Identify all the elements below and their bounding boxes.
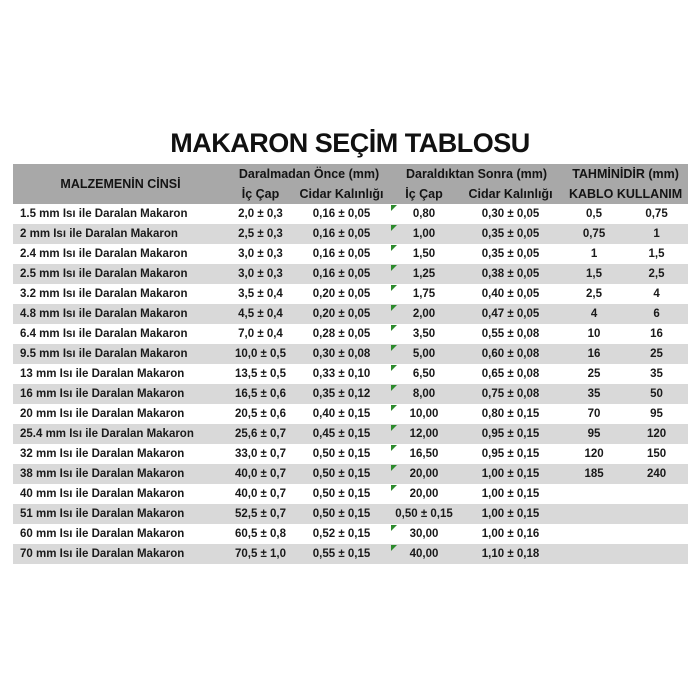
green-corner-flag-icon — [391, 465, 397, 471]
cell-inner-diameter-after — [390, 224, 458, 244]
cell-value: 0,50 ± 0,15 — [312, 448, 371, 460]
cell-cable-min — [563, 204, 625, 224]
table-row — [13, 524, 688, 544]
cell-value: 8,00 — [412, 388, 436, 400]
cell-value: 0,40 ± 0,05 — [481, 288, 540, 300]
cell-inner-diameter-before — [228, 524, 293, 544]
table-row — [13, 484, 688, 504]
cell-material — [13, 224, 228, 244]
cell-value: 16,50 — [409, 448, 439, 460]
cell-value: 4,5 ± 0,4 — [238, 308, 283, 320]
cell-value: 25 — [587, 368, 601, 380]
makaron-table — [13, 164, 688, 564]
cell-wall-thickness-before — [293, 484, 390, 504]
cell-inner-diameter-after — [390, 384, 458, 404]
cell-value: 6 — [653, 308, 660, 320]
cell-wall-thickness-before — [293, 444, 390, 464]
green-corner-flag-icon — [391, 245, 397, 251]
cell-value: 0,75 ± 0,08 — [481, 388, 540, 400]
cell-inner-diameter-after — [390, 424, 458, 444]
cell-wall-thickness-before — [293, 524, 390, 544]
cell-value: 0,75 — [645, 208, 668, 220]
cell-wall-thickness-before — [293, 384, 390, 404]
cell-cable-max — [625, 264, 688, 284]
cell-value: 2,5 — [648, 268, 665, 280]
cell-value: 70 — [587, 408, 601, 420]
cell-inner-diameter-after — [390, 304, 458, 324]
cell-value: 10,00 — [409, 408, 439, 420]
cell-cable-max — [625, 344, 688, 364]
cell-value: 1,00 — [412, 228, 436, 240]
cell-wall-thickness-after — [458, 504, 563, 524]
page-title: MAKARON SEÇİM TABLOSU — [170, 128, 530, 158]
cell-wall-thickness-before — [293, 424, 390, 444]
cell-cable-min — [563, 284, 625, 304]
table-row — [13, 324, 688, 344]
green-corner-flag-icon — [391, 385, 397, 391]
cell-cable-min — [563, 324, 625, 344]
cell-value: 0,50 ± 0,15 — [312, 508, 371, 520]
cell-value: 1,00 ± 0,15 — [481, 468, 540, 480]
cell-value: 0,60 ± 0,08 — [481, 348, 540, 360]
material-name: 16 mm Isı ile Daralan Makaron — [20, 388, 185, 400]
cell-material — [13, 204, 228, 224]
green-corner-flag-icon — [391, 345, 397, 351]
cell-inner-diameter-before — [228, 364, 293, 384]
cell-value: 0,16 ± 0,05 — [312, 228, 371, 240]
cell-cable-min — [563, 424, 625, 444]
cell-inner-diameter-after — [390, 364, 458, 384]
cell-cable-max — [625, 404, 688, 424]
cell-value: 1,10 ± 0,18 — [481, 548, 540, 560]
cell-cable-max — [625, 204, 688, 224]
cell-value: 0,75 — [582, 228, 606, 240]
cell-cable-max — [625, 504, 688, 524]
cell-value: 40,0 ± 0,7 — [234, 488, 287, 500]
cell-wall-thickness-after — [458, 404, 563, 424]
table-row — [13, 504, 688, 524]
cell-cable-min — [563, 344, 625, 364]
cell-value: 0,50 ± 0,15 — [312, 468, 371, 480]
cell-cable-min — [563, 524, 625, 544]
cell-cable-min — [563, 464, 625, 484]
material-name: 20 mm Isı ile Daralan Makaron — [20, 408, 185, 420]
cell-material — [13, 304, 228, 324]
cell-material — [13, 484, 228, 504]
cell-inner-diameter-after — [390, 204, 458, 224]
cell-value: 0,35 ± 0,05 — [481, 228, 540, 240]
header-wall-thickness-after: Cidar Kalınlığı — [458, 184, 563, 204]
cell-material — [13, 464, 228, 484]
cell-value: 1,5 — [648, 248, 665, 260]
cell-wall-thickness-after — [458, 284, 563, 304]
material-name: 2.4 mm Isı ile Daralan Makaron — [20, 248, 188, 260]
cell-material — [13, 544, 228, 564]
cell-cable-max — [625, 384, 688, 404]
cell-inner-diameter-after — [390, 524, 458, 544]
cell-value: 0,33 ± 0,10 — [312, 368, 371, 380]
cell-inner-diameter-before — [228, 344, 293, 364]
cell-material — [13, 524, 228, 544]
cell-cable-min — [563, 404, 625, 424]
cell-wall-thickness-after — [458, 524, 563, 544]
material-name: 51 mm Isı ile Daralan Makaron — [20, 508, 185, 520]
cell-value: 185 — [584, 468, 604, 480]
cell-value: 3,0 ± 0,3 — [238, 268, 283, 280]
cell-inner-diameter-before — [228, 244, 293, 264]
cell-material — [13, 244, 228, 264]
cell-value: 120 — [646, 428, 667, 440]
material-name: 38 mm Isı ile Daralan Makaron — [20, 468, 185, 480]
table-header — [13, 164, 688, 204]
table-body — [13, 204, 688, 564]
cell-value: 60,5 ± 0,8 — [234, 528, 287, 540]
header-material: MALZEMENİN CİNSİ — [13, 164, 228, 204]
cell-value: 40,00 — [409, 548, 439, 560]
header-inner-diameter-after: İç Çap — [390, 184, 458, 204]
cell-value: 1,5 — [586, 268, 603, 280]
cell-value: 20,5 ± 0,6 — [234, 408, 287, 420]
cell-cable-max — [625, 324, 688, 344]
material-name: 2 mm Isı ile Daralan Makaron — [20, 228, 178, 240]
cell-inner-diameter-after — [390, 344, 458, 364]
cell-cable-max — [625, 484, 688, 504]
header-group-before-shrink: Daralmadan Önce (mm) — [228, 164, 390, 184]
selection-table — [13, 164, 688, 564]
cell-inner-diameter-before — [228, 224, 293, 244]
cell-cable-max — [625, 304, 688, 324]
green-corner-flag-icon — [391, 205, 397, 211]
cell-material — [13, 324, 228, 344]
cell-value: 0,20 ± 0,05 — [312, 308, 371, 320]
cell-value: 0,16 ± 0,05 — [312, 208, 371, 220]
cell-inner-diameter-before — [228, 504, 293, 524]
cell-cable-max — [625, 364, 688, 384]
cell-value: 2,5 ± 0,3 — [238, 228, 283, 240]
table-row — [13, 204, 688, 224]
material-name: 32 mm Isı ile Daralan Makaron — [20, 448, 185, 460]
green-corner-flag-icon — [391, 545, 397, 551]
cell-value: 240 — [646, 468, 667, 480]
material-name: 70 mm Isı ile Daralan Makaron — [20, 548, 185, 560]
cell-material — [13, 264, 228, 284]
green-corner-flag-icon — [391, 265, 397, 271]
material-name: 3.2 mm Isı ile Daralan Makaron — [20, 288, 188, 300]
cell-value: 35 — [587, 388, 601, 400]
table-row — [13, 384, 688, 404]
cell-inner-diameter-before — [228, 444, 293, 464]
cell-value: 1,00 ± 0,15 — [481, 508, 540, 520]
cell-inner-diameter-before — [228, 544, 293, 564]
cell-cable-min — [563, 504, 625, 524]
cell-wall-thickness-after — [458, 264, 563, 284]
cell-value: 52,5 ± 0,7 — [234, 508, 287, 520]
cell-inner-diameter-after — [390, 284, 458, 304]
cell-value: 0,5 — [586, 208, 603, 220]
material-name: 6.4 mm Isı ile Daralan Makaron — [20, 328, 188, 340]
table-row — [13, 404, 688, 424]
green-corner-flag-icon — [391, 305, 397, 311]
header-group-after-shrink: Daraldıktan Sonra (mm) — [390, 164, 563, 184]
cell-wall-thickness-after — [458, 324, 563, 344]
cell-value: 20,00 — [409, 468, 439, 480]
cell-wall-thickness-after — [458, 204, 563, 224]
cell-value: 16 — [587, 348, 601, 360]
cell-value: 1 — [590, 248, 598, 260]
cell-wall-thickness-before — [293, 344, 390, 364]
cell-inner-diameter-after — [390, 544, 458, 564]
cell-inner-diameter-before — [228, 284, 293, 304]
cell-value: 0,50 ± 0,15 — [312, 488, 371, 500]
green-corner-flag-icon — [391, 365, 397, 371]
table-row — [13, 224, 688, 244]
cell-material — [13, 404, 228, 424]
cell-value: 150 — [646, 448, 667, 460]
cell-material — [13, 284, 228, 304]
cell-value: 0,50 ± 0,15 — [395, 508, 453, 520]
cell-cable-max — [625, 424, 688, 444]
green-corner-flag-icon — [391, 325, 397, 331]
material-name: 2.5 mm Isı ile Daralan Makaron — [20, 268, 188, 280]
cell-wall-thickness-after — [458, 444, 563, 464]
cell-wall-thickness-after — [458, 384, 563, 404]
cell-wall-thickness-before — [293, 284, 390, 304]
cell-cable-min — [563, 364, 625, 384]
cell-value: 0,16 ± 0,05 — [312, 248, 371, 260]
cell-cable-max — [625, 544, 688, 564]
header-inner-diameter-before: İç Çap — [228, 184, 293, 204]
cell-value: 33,0 ± 0,7 — [234, 448, 287, 460]
cell-value: 0,80 ± 0,15 — [481, 408, 540, 420]
cell-value: 16 — [650, 328, 663, 340]
cell-value: 10,0 ± 0,5 — [234, 348, 287, 360]
cell-cable-min — [563, 224, 625, 244]
cell-value: 95 — [587, 428, 601, 440]
cell-value: 0,52 ± 0,15 — [312, 528, 371, 540]
material-name: 13 mm Isı ile Daralan Makaron — [20, 368, 185, 380]
cell-inner-diameter-after — [390, 464, 458, 484]
cell-inner-diameter-after — [390, 504, 458, 524]
cell-value: 1,00 ± 0,16 — [481, 528, 540, 540]
cell-value: 0,95 ± 0,15 — [481, 448, 540, 460]
cell-value: 25,6 ± 0,7 — [234, 428, 287, 440]
cell-material — [13, 384, 228, 404]
cell-inner-diameter-before — [228, 264, 293, 284]
table-row — [13, 284, 688, 304]
cell-value: 0,16 ± 0,05 — [312, 268, 371, 280]
cell-inner-diameter-after — [390, 324, 458, 344]
cell-value: 12,00 — [409, 428, 439, 440]
table-row — [13, 444, 688, 464]
green-corner-flag-icon — [391, 425, 397, 431]
material-name: 40 mm Isı ile Daralan Makaron — [20, 488, 185, 500]
cell-value: 50 — [650, 388, 663, 400]
cell-value: 10 — [587, 328, 601, 340]
cell-value: 0,35 ± 0,05 — [481, 248, 540, 260]
green-corner-flag-icon — [391, 485, 397, 491]
cell-wall-thickness-after — [458, 244, 563, 264]
cell-inner-diameter-after — [390, 404, 458, 424]
cell-value: 120 — [584, 448, 604, 460]
cell-value: 0,45 ± 0,15 — [312, 428, 371, 440]
cell-value: 13,5 ± 0,5 — [234, 368, 287, 380]
cell-material — [13, 344, 228, 364]
cell-wall-thickness-before — [293, 304, 390, 324]
cell-inner-diameter-after — [390, 244, 458, 264]
cell-inner-diameter-after — [390, 484, 458, 504]
cell-value: 4 — [653, 288, 660, 300]
cell-material — [13, 504, 228, 524]
cell-material — [13, 424, 228, 444]
cell-cable-max — [625, 464, 688, 484]
cell-value: 16,5 ± 0,6 — [234, 388, 287, 400]
green-corner-flag-icon — [391, 225, 397, 231]
cell-value: 25 — [650, 348, 663, 360]
cell-value: 0,55 ± 0,08 — [481, 328, 540, 340]
cell-value: 0,30 ± 0,05 — [481, 208, 540, 220]
cell-wall-thickness-after — [458, 224, 563, 244]
cell-value: 20,00 — [409, 488, 439, 500]
table-row — [13, 264, 688, 284]
cell-value: 95 — [650, 408, 663, 420]
cell-inner-diameter-before — [228, 404, 293, 424]
cell-value: 0,40 ± 0,15 — [312, 408, 371, 420]
cell-material — [13, 444, 228, 464]
cell-cable-min — [563, 264, 625, 284]
green-corner-flag-icon — [391, 525, 397, 531]
material-name: 4.8 mm Isı ile Daralan Makaron — [20, 308, 188, 320]
cell-inner-diameter-before — [228, 464, 293, 484]
cell-inner-diameter-before — [228, 304, 293, 324]
cell-value: 0,80 — [412, 208, 436, 220]
table-row — [13, 424, 688, 444]
cell-value: 2,5 — [586, 288, 603, 300]
green-corner-flag-icon — [391, 285, 397, 291]
cell-cable-min — [563, 384, 625, 404]
cell-value: 40,0 ± 0,7 — [234, 468, 287, 480]
cell-wall-thickness-before — [293, 324, 390, 344]
cell-value: 35 — [650, 368, 663, 380]
cell-wall-thickness-before — [293, 544, 390, 564]
cell-cable-max — [625, 244, 688, 264]
cell-value: 0,95 ± 0,15 — [481, 428, 540, 440]
cell-wall-thickness-before — [293, 244, 390, 264]
table-row — [13, 544, 688, 564]
cell-cable-max — [625, 224, 688, 244]
material-name: 9.5 mm Isı ile Daralan Makaron — [20, 348, 188, 360]
material-name: 1.5 mm Isı ile Daralan Makaron — [20, 208, 188, 220]
cell-cable-max — [625, 524, 688, 544]
cell-value: 0,47 ± 0,05 — [481, 308, 540, 320]
cell-value: 2,0 ± 0,3 — [238, 208, 283, 220]
cell-value: 1,00 ± 0,15 — [481, 488, 540, 500]
cell-wall-thickness-before — [293, 264, 390, 284]
material-name: 60 mm Isı ile Daralan Makaron — [20, 528, 185, 540]
cell-value: 1,25 — [412, 268, 436, 280]
cell-value: 0,28 ± 0,05 — [312, 328, 371, 340]
cell-value: 7,0 ± 0,4 — [238, 328, 283, 340]
cell-cable-min — [563, 244, 625, 264]
cell-wall-thickness-after — [458, 464, 563, 484]
table-row — [13, 344, 688, 364]
cell-inner-diameter-after — [390, 264, 458, 284]
header-group-estimate: TAHMİNİDİR (mm) — [563, 164, 688, 184]
cell-value: 3,50 — [412, 328, 436, 340]
header-wall-thickness-before: Cidar Kalınlığı — [293, 184, 390, 204]
table-row — [13, 304, 688, 324]
header-cable-usage: KABLO KULLANIM — [563, 184, 688, 204]
cell-cable-min — [563, 544, 625, 564]
cell-value: 1 — [653, 228, 660, 240]
cell-inner-diameter-before — [228, 424, 293, 444]
cell-value: 1,75 — [412, 288, 436, 300]
table-row — [13, 364, 688, 384]
cell-value: 3,5 ± 0,4 — [238, 288, 283, 300]
cell-cable-max — [625, 284, 688, 304]
cell-value: 0,35 ± 0,12 — [312, 388, 371, 400]
cell-value: 0,38 ± 0,05 — [481, 268, 540, 280]
cell-wall-thickness-before — [293, 464, 390, 484]
cell-wall-thickness-after — [458, 364, 563, 384]
cell-wall-thickness-after — [458, 484, 563, 504]
cell-value: 0,65 ± 0,08 — [481, 368, 540, 380]
cell-value: 3,0 ± 0,3 — [238, 248, 283, 260]
cell-wall-thickness-before — [293, 224, 390, 244]
cell-inner-diameter-before — [228, 384, 293, 404]
cell-wall-thickness-before — [293, 404, 390, 424]
cell-value: 0,20 ± 0,05 — [312, 288, 371, 300]
cell-value: 4 — [590, 308, 598, 320]
cell-cable-min — [563, 444, 625, 464]
cell-inner-diameter-before — [228, 324, 293, 344]
cell-value: 0,55 ± 0,15 — [312, 548, 371, 560]
cell-inner-diameter-before — [228, 204, 293, 224]
green-corner-flag-icon — [391, 445, 397, 451]
cell-inner-diameter-after — [390, 444, 458, 464]
table-row — [13, 244, 688, 264]
cell-wall-thickness-before — [293, 504, 390, 524]
material-name: 25.4 mm Isı ile Daralan Makaron — [20, 428, 194, 440]
table-row — [13, 464, 688, 484]
cell-wall-thickness-after — [458, 344, 563, 364]
cell-cable-max — [625, 444, 688, 464]
cell-value: 6,50 — [412, 368, 436, 380]
cell-inner-diameter-before — [228, 484, 293, 504]
cell-wall-thickness-before — [293, 364, 390, 384]
cell-value: 0,30 ± 0,08 — [312, 348, 371, 360]
green-corner-flag-icon — [391, 405, 397, 411]
cell-wall-thickness-before — [293, 204, 390, 224]
cell-value: 70,5 ± 1,0 — [234, 548, 287, 560]
cell-value: 5,00 — [412, 348, 436, 360]
cell-wall-thickness-after — [458, 304, 563, 324]
cell-material — [13, 364, 228, 384]
cell-cable-min — [563, 484, 625, 504]
cell-value: 1,50 — [412, 248, 436, 260]
cell-value: 30,00 — [409, 528, 439, 540]
cell-wall-thickness-after — [458, 424, 563, 444]
cell-value: 2,00 — [412, 308, 436, 320]
cell-wall-thickness-after — [458, 544, 563, 564]
cell-cable-min — [563, 304, 625, 324]
